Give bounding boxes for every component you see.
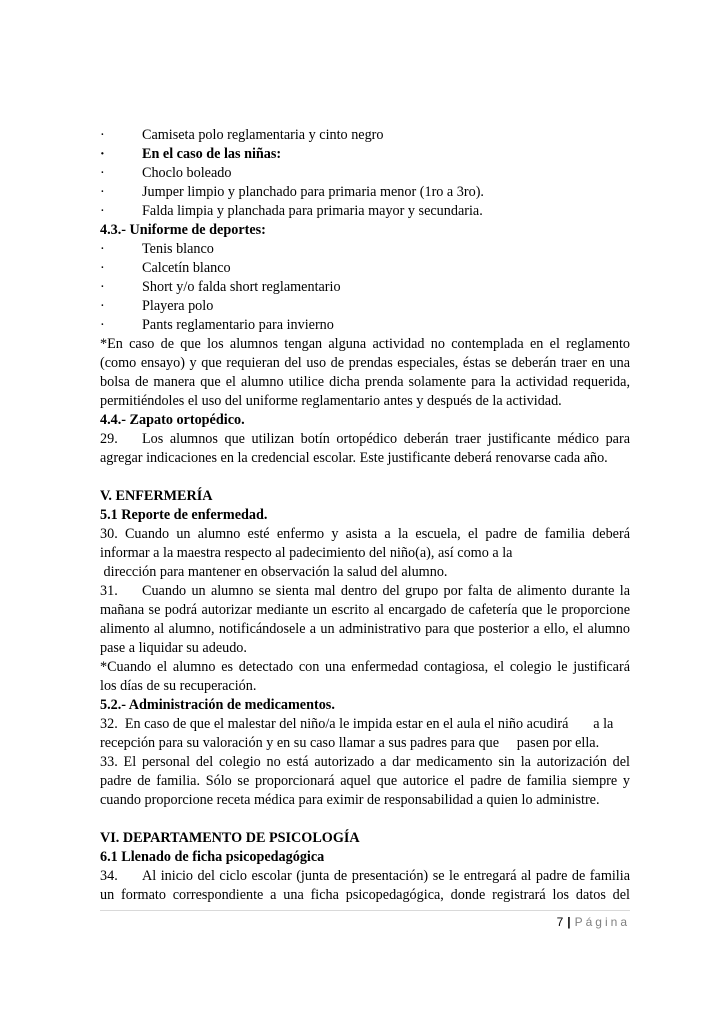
bullet-item: · Choclo boleado — [100, 165, 232, 181]
section-heading-6-1: 6.1 Llenado de ficha psicopedagógica — [100, 849, 325, 865]
paragraph-line: 29. Los alumnos que utilizan botín ortopédico deberán traer justificante médico para — [100, 431, 630, 447]
page-word: Página — [574, 915, 630, 929]
item-number: 31. — [100, 583, 118, 599]
item-number: 29. — [100, 431, 118, 447]
chapter-heading-v: V. ENFERMERÍA — [100, 488, 213, 504]
document-body — [100, 126, 630, 905]
paragraph-line: 31. Cuando un alumno se sienta mal dentro del grupo por falta de alimento durante la — [100, 583, 630, 599]
paragraph-line: pase a liquidar su adeudo. — [100, 640, 247, 656]
paragraph-line: 34. Al inicio del ciclo escolar (junta de presentación) se le entregará al padre de familia — [100, 868, 630, 884]
bullet-item: · Pants reglamentario para invierno — [100, 317, 334, 333]
page-footer — [100, 910, 630, 929]
bullet-item: · Calcetín blanco — [100, 260, 231, 276]
paragraph-line: agregar indicaciones en la credencial escolar. Este justificante deberá renovarse cada año. — [100, 450, 608, 466]
bullet-item: · Jumper limpio y planchado para primaria menor (1ro a 3ro). — [100, 184, 484, 200]
bullet-item: · Tenis blanco — [100, 241, 214, 257]
bullet-item: · Playera polo — [100, 298, 214, 314]
paragraph-line: *Cuando el alumno es detectado con una enfermedad contagiosa, el colegio le justificará — [100, 659, 630, 675]
paragraph-line: mañana se podrá autorizar mediante un escrito al encargado de cafetería que le proporcione — [100, 602, 630, 618]
bullet-item: · Falda limpia y planchada para primaria mayor y secundaria. — [100, 203, 483, 219]
bullet-item: · En el caso de las niñas: — [100, 146, 282, 162]
paragraph-line: informar a la maestra respecto al padecimiento del niño(a), así como a la — [100, 545, 513, 561]
paragraph-line: 30. Cuando un alumno esté enfermo y asista a la escuela, el padre de familia deberá — [100, 526, 630, 542]
paragraph-line: un formato correspondiente a una ficha psicopedagógica, donde registrará los datos del — [100, 887, 630, 903]
paragraph-line: 32. En caso de que el malestar del niño/a le impida estar en el aula el niño acudirá a la — [100, 716, 614, 732]
page-number: 7 — [556, 915, 564, 929]
paragraph-line: recepción para su valoración y en su caso llamar a sus padres para que pasen por ella. — [100, 735, 600, 751]
paragraph-line: los días de su recuperación. — [100, 678, 257, 694]
paragraph-line: dirección para mantener en observación la salud del alumno. — [100, 564, 448, 580]
bullet-item: · Short y/o falda short reglamentario — [100, 279, 341, 295]
section-heading-5-1: 5.1 Reporte de enfermedad. — [100, 507, 268, 523]
paragraph-line: bolsa de manera que el alumno utilice dicha prenda solamente para la actividad requerida, — [100, 374, 630, 390]
paragraph-line: cuando proporcione receta médica para eximir de responsabilidad a quien lo administre. — [100, 792, 600, 808]
paragraph-line: *En caso de que los alumnos tengan alguna actividad no contemplada en el reglamento — [100, 336, 630, 352]
paragraph-line: 33. El personal del colegio no está autorizado a dar medicamento sin la autorización del — [100, 754, 630, 770]
item-number: 34. — [100, 868, 118, 884]
paragraph-line: (como ensayo) y que requieran del uso de prendas especiales, éstas se deberán traer en una — [100, 355, 630, 371]
bullet-item: · Camiseta polo reglamentaria y cinto negro — [100, 127, 384, 143]
paragraph-line: permitiéndoles el uso del uniforme reglamentario antes y después de la actividad. — [100, 393, 562, 409]
section-heading-4-4: 4.4.- Zapato ortopédico. — [100, 412, 245, 428]
chapter-heading-vi: VI. DEPARTAMENTO DE PSICOLOGÍA — [100, 830, 360, 846]
paragraph-line: padre de familia. Sólo se proporcionará aquel que autorice el padre de familia siempre y — [100, 773, 630, 789]
footer-separator: | — [567, 915, 571, 929]
section-heading-4-3: 4.3.- Uniforme de deportes: — [100, 222, 266, 238]
paragraph-line: alimento al alumno, notificándosele a un administrativo para que posterior a ello, el alumno — [100, 621, 630, 637]
section-heading-5-2: 5.2.- Administración de medicamentos. — [100, 697, 335, 713]
